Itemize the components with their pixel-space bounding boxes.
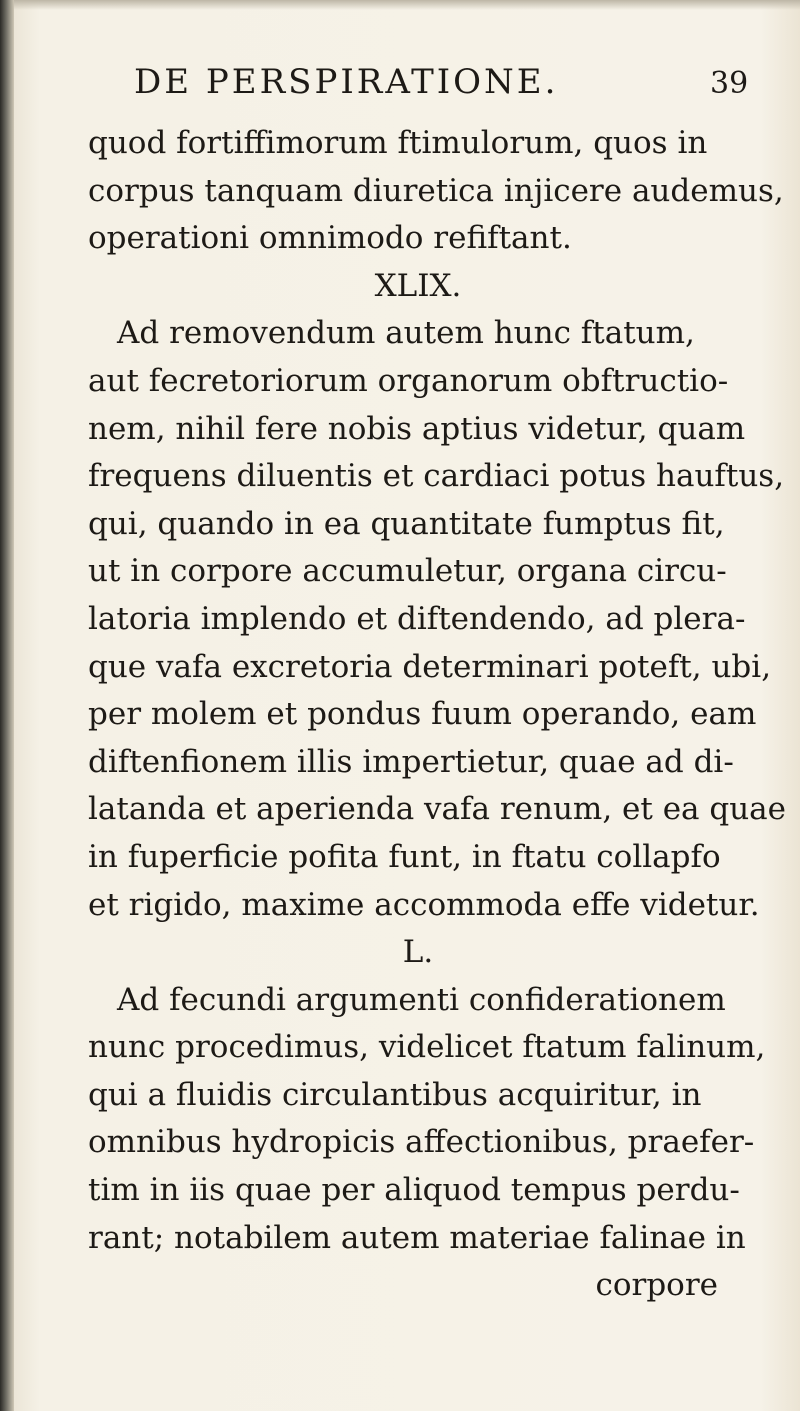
text-line: Ad fecundi argumenti confiderationem xyxy=(117,981,726,1018)
binding-edge xyxy=(0,0,14,1411)
text-line: quod fortiffimorum ftimulorum, quos in xyxy=(88,125,708,161)
section-heading: L. xyxy=(402,934,434,971)
text-line: qui, quando in ea quantitate fumptus fit, xyxy=(88,505,725,542)
text-line: frequens diluentis et cardiaci potus hauftus, xyxy=(88,458,785,495)
text-block xyxy=(88,120,787,1310)
text-line: tim in iis quae per aliquod tempus perdu- xyxy=(88,1172,740,1209)
section-heading: XLIX. xyxy=(374,267,462,304)
text-line: corpus tanquam diuretica injicere audemus, xyxy=(88,172,784,209)
text-line: et rigido, maxime accommoda effe videtur. xyxy=(88,886,760,923)
text-line: qui a fluidis circulantibus acquiritur, in xyxy=(88,1076,702,1113)
text-line: Ad removendum autem hunc ftatum, xyxy=(117,315,695,352)
text-line: nem, nihil fere nobis aptius videtur, quam xyxy=(88,410,746,447)
text-line: per molem et pondus fuum operando, eam xyxy=(88,696,757,733)
text-line: que vafa excretoria determinari poteft, ubi, xyxy=(88,648,772,685)
text-line: ut in corpore accumuletur, organa circu- xyxy=(88,553,727,590)
text-line: omnibus hydropicis affectionibus, praefer- xyxy=(88,1124,755,1161)
text-line: aut fecretoriorum organorum obftructio- xyxy=(88,362,729,399)
text-line: nunc procedimus, videlicet ftatum falinum, xyxy=(88,1029,766,1066)
catchword: corpore xyxy=(595,1267,718,1304)
running-title: DE PERSPIRATIONE. xyxy=(134,62,559,102)
text-line: rant; notabilem autem materiae falinae in xyxy=(88,1219,746,1256)
text-line: latoria implendo et diftendendo, ad plera- xyxy=(88,600,746,637)
page-header xyxy=(0,54,800,110)
text-line: diftenfionem illis impertietur, quae ad di- xyxy=(88,743,734,780)
text-line: in fuperficie pofita funt, in ftatu collapfo xyxy=(88,838,721,875)
text-line: operationi omnimodo refiftant. xyxy=(88,220,572,257)
page-shadow xyxy=(14,0,800,10)
page-number: 39 xyxy=(710,66,749,101)
text-line: latanda et aperienda vafa renum, et ea quae xyxy=(88,791,787,828)
